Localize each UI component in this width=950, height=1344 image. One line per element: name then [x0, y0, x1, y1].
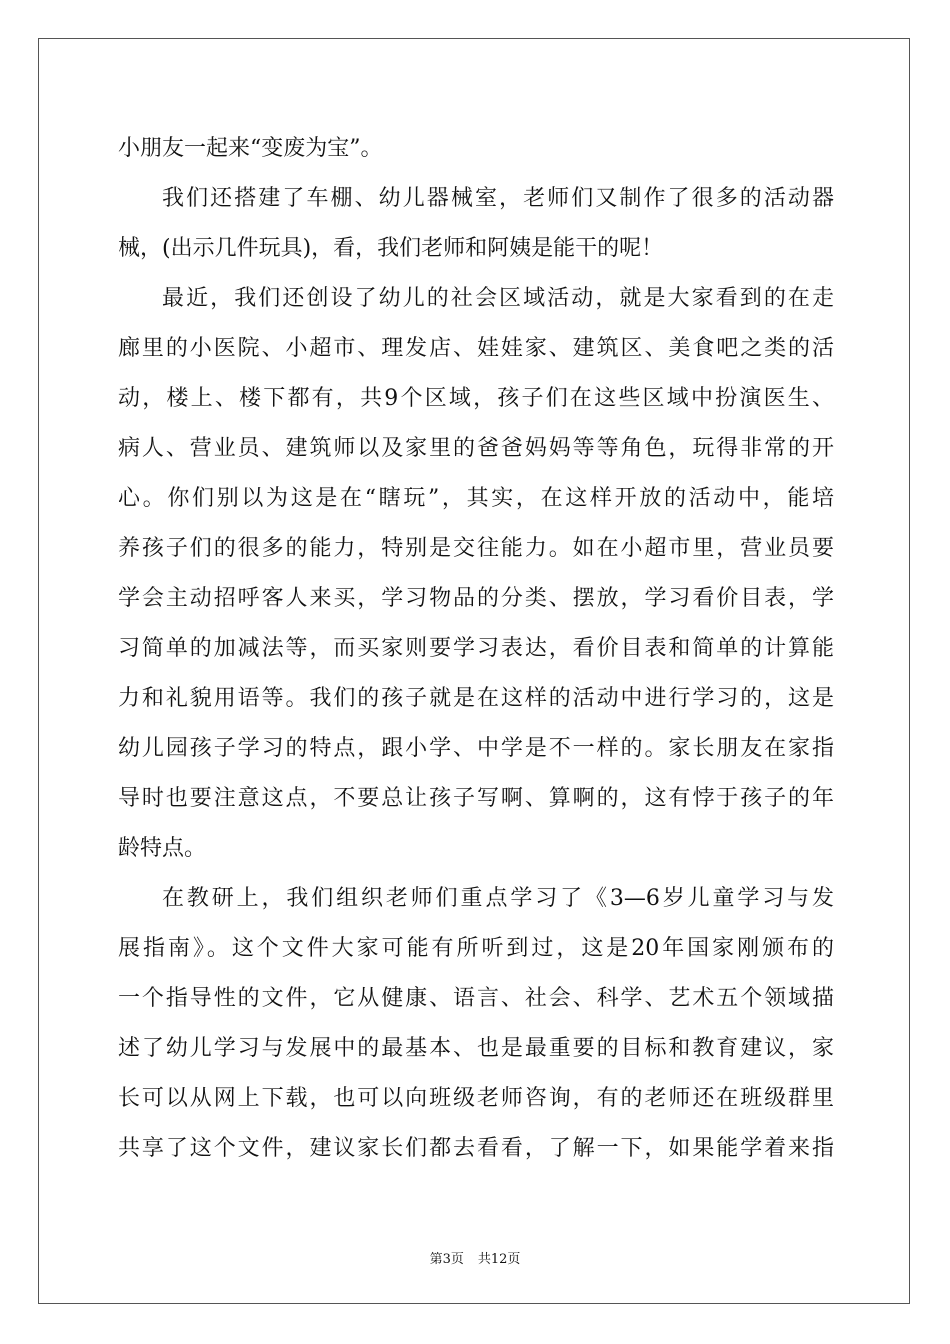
text-line: 共享了这个文件，建议家长们都去看看，了解一下，如果能学着来指 — [118, 1136, 834, 1161]
text-line: 导时也要注意这点，不要总让孩子写啊、算啊的，这有悖于孩子的年 — [118, 786, 834, 811]
text-line: 小朋友一起来“变废为宝”。 — [118, 136, 383, 161]
text-line: 幼儿园孩子学习的特点，跟小学、中学是不一样的。家长朋友在家指 — [118, 736, 834, 761]
text-line: 心。你们别以为这是在“瞎玩”，其实，在这样开放的活动中，能培 — [118, 486, 834, 511]
text-line: 动，楼上、楼下都有，共9个区域，孩子们在这些区域中扮演医生、 — [118, 386, 834, 411]
text-line: 一个指导性的文件，它从健康、语言、社会、科学、艺术五个领域描 — [118, 986, 834, 1011]
text-line: 述了幼儿学习与发展中的最基本、也是最重要的目标和教育建议，家 — [118, 1036, 834, 1061]
page-total: 共12页 — [477, 1252, 521, 1267]
text-line: 病人、营业员、建筑师以及家里的爸爸妈妈等等角色，玩得非常的开 — [118, 436, 834, 461]
page-footer — [0, 1248, 950, 1267]
page-number: 第3页 — [429, 1252, 464, 1267]
text-line: 力和礼貌用语等。我们的孩子就是在这样的活动中进行学习的，这是 — [118, 686, 834, 711]
text-line: 展指南》。这个文件大家可能有所听到过，这是20年国家刚颁布的 — [118, 936, 834, 961]
text-line: 长可以从网上下载，也可以向班级老师咨询，有的老师还在班级群里 — [118, 1086, 834, 1111]
text-line: 最近，我们还创设了幼儿的社会区域活动，就是大家看到的在走 — [162, 286, 834, 311]
document-body — [118, 124, 834, 1174]
text-line: 我们还搭建了车棚、幼儿器械室，老师们又制作了很多的活动器 — [162, 186, 834, 211]
text-line: 廊里的小医院、小超市、理发店、娃娃家、建筑区、美食吧之类的活 — [118, 336, 834, 361]
text-line: 养孩子们的很多的能力，特别是交往能力。如在小超市里，营业员要 — [118, 536, 834, 561]
text-line: 械，(出示几件玩具)，看，我们老师和阿姨是能干的呢！ — [118, 236, 664, 261]
text-line: 学会主动招呼客人来买，学习物品的分类、摆放，学习看价目表，学 — [118, 586, 834, 611]
text-line: 习简单的加减法等，而买家则要学习表达，看价目表和简单的计算能 — [118, 636, 834, 661]
text-line: 在教研上，我们组织老师们重点学习了《3—6岁儿童学习与发 — [162, 886, 834, 911]
text-line: 龄特点。 — [118, 836, 207, 861]
